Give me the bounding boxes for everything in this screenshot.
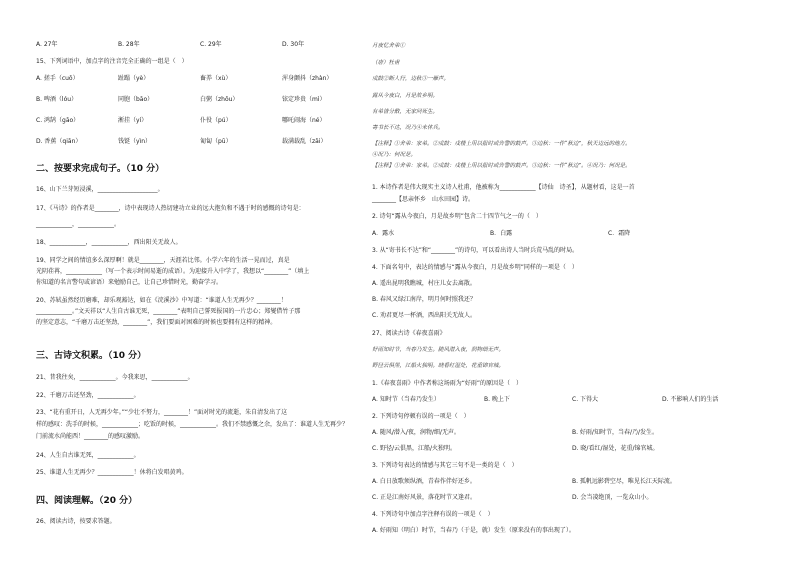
q26: 26、阅读古诗，按要求答题。 bbox=[36, 518, 116, 525]
r4-option-c[interactable]: C. 劝君更尽一杯酒，西出阳关无故人。 bbox=[372, 312, 477, 319]
q22: 22、千磨万击还坚劲，____________。 bbox=[36, 392, 140, 399]
s1-option-c[interactable]: C. 下得大 bbox=[572, 396, 599, 403]
poem-notes-2: ④况乃：何况是。 bbox=[372, 152, 417, 158]
s3-stem: 3. 下列诗句表达的情感与其它三句不是一类的是（ ） bbox=[372, 462, 518, 469]
q15-a-1[interactable]: A. 搓手（cuō） bbox=[36, 75, 79, 82]
poem-notes-3: 【注释】①舍弟：家弟。②戍鼓：戍楼上用以报时或告警的鼓声。③边秋：一作“秋边”。④况乃：何况是。 bbox=[372, 163, 631, 169]
q15-row-a bbox=[36, 75, 364, 83]
poem-notes-1: 【注释】①舍弟：家弟。②戍鼓：戍楼上用以报时或告警的鼓声。③边秋：一作“秋边”，秋天边远的地方。 bbox=[372, 141, 631, 147]
q25: 25、谁道人生无再少？____________！休将白发唱黄鸡。 bbox=[36, 469, 188, 476]
s1-option-a[interactable]: A. 知时节（当春乃发生） bbox=[372, 396, 440, 403]
s3-option-b[interactable]: B. 孤帆远影碧空尽，唯见长江天际流。 bbox=[572, 478, 676, 485]
q15-row-d bbox=[36, 138, 364, 146]
q16: 16、山下兰芽短浸溪，____________________。 bbox=[36, 186, 164, 193]
poem-author: （唐）杜甫 bbox=[372, 60, 400, 66]
r1-line1: 1. 本诗作者是伟大现实主义诗人杜甫，他被称为____________【诗仙 诗圣】，从题材看，这是一首 bbox=[372, 184, 635, 191]
s3-option-a[interactable]: A. 白日放歌须纵酒，青春作伴好还乡。 bbox=[372, 478, 476, 485]
q24: 24、人生自古谁无死，____________。 bbox=[36, 452, 140, 459]
q15-b-1[interactable]: B. 啤酒（lóu） bbox=[36, 96, 78, 103]
q14-options bbox=[36, 41, 364, 49]
r1-line2: ________【思亲怀乡 山水田园】诗。 bbox=[372, 196, 475, 203]
r2-option-c[interactable]: C．霜降 bbox=[608, 230, 631, 237]
poem2-line-2: 野径云俱黑，江船火独明。晓看红湿处，花重锦官城。 bbox=[372, 363, 505, 369]
s3-option-d[interactable]: D. 会当凌绝顶，一览众山小。 bbox=[572, 494, 653, 501]
q20-line2: ____________。”文天祥以“人生自古谁无死，________”表明自己誓死报国的一片忠心；郑燮借竹子那 bbox=[36, 308, 301, 315]
r4-option-b[interactable]: B. 春风又绿江南岸，明月何时照我还？ bbox=[372, 296, 476, 303]
q21: 21、昔我往矣，____________。今我来思，____________。 bbox=[36, 374, 194, 381]
section-4-heading: 四、阅读理解。（20 分） bbox=[36, 496, 138, 506]
s4-option-a[interactable]: A. 好雨知（明白）时节，当春乃（于是，就）发生（原来没有的事出现了）。 bbox=[372, 527, 575, 534]
s2-option-c[interactable]: C. 野径/云俱黑，江船/火独明。 bbox=[372, 445, 457, 452]
q15-b-4: 铱定珍贵（mì） bbox=[282, 96, 326, 103]
q23-line3: 门前流水尚能西！________的感叹激励。 bbox=[36, 433, 145, 440]
q15-c-2: 淅挂（yí） bbox=[118, 117, 148, 124]
q15-c-1[interactable]: C. 鸿鹄（gāo） bbox=[36, 117, 80, 124]
q14-option-c[interactable]: C. 29年 bbox=[200, 41, 222, 48]
q15-c-3: 仆役（pú） bbox=[200, 117, 232, 124]
q20-line3: 的坚定意志，“千磨万击还坚劲，________”，我们要面对困难的时候也要拥有这样的精神。 bbox=[36, 319, 277, 326]
r2-option-a[interactable]: A．露水 bbox=[372, 230, 395, 237]
q19-line3: 你知道的名言警句或谚语）来勉励自己，让自己珍惜时光，勤奋学习。 bbox=[36, 279, 223, 286]
q23-line1: 23、“花有重开日，人无再少年。”“少壮不努力，________！”面对时光的流逝，朱自清发出了这 bbox=[36, 409, 288, 416]
poem-title: 月夜忆舍弟① bbox=[372, 43, 406, 49]
q17: 17、《马诗》的作者是________，诗中表现诗人热切建功立业的远大抱负和不遇于时的感慨的诗句是： bbox=[36, 205, 305, 212]
q15-d-2: 钱铤（yìn） bbox=[118, 138, 152, 145]
poem-line-3: 有弟皆分散，无家问死生。 bbox=[372, 109, 439, 115]
r2-option-b[interactable]: B．白露 bbox=[490, 230, 513, 237]
r2-options bbox=[372, 230, 726, 238]
section-3-heading: 三、古诗文积累。（10 分） bbox=[36, 351, 147, 361]
poem-line-4: 寄书长不达，况乃④未休兵。 bbox=[372, 125, 444, 131]
s3-option-c[interactable]: C. 正是江南好风景，落花时节又逢君。 bbox=[372, 494, 477, 501]
s1-stem: 1.《春夜喜雨》中作者称这场雨为“好雨”的原因是（ ） bbox=[372, 380, 522, 387]
q14-option-b[interactable]: B. 28年 bbox=[118, 41, 140, 48]
q15-row-b bbox=[36, 96, 364, 104]
q23-line2: 样的感叹：洗手的时候，____________；吃饭的时候，____________。我们不禁感慨之余，发出了：谁道人生无再少？ bbox=[36, 421, 349, 428]
q15-d-1[interactable]: D. 香蕉（qiān） bbox=[36, 138, 82, 145]
q20-line1: 20、苏轼虽然经历磨难，却乐观豁达，如在《浣溪沙》中写道：“谁道人生无再少？________！ bbox=[36, 297, 287, 304]
q15-d-4: 载满载乱（zāi） bbox=[282, 138, 327, 145]
q15-a-2: 趾蹋（yè） bbox=[118, 75, 150, 82]
q15-a-3: 畜养（xù） bbox=[200, 75, 232, 82]
s2-stem: 2. 下列诗句停顿有误的一项是（ ） bbox=[372, 413, 470, 420]
s2-option-a[interactable]: A. 随风/潜入/夜，润物/细/无声。 bbox=[372, 429, 460, 436]
q18: 18、____________，____________，西出阳关无故人。 bbox=[36, 239, 182, 246]
q15-row-c bbox=[36, 117, 364, 125]
q15-d-3: 匍匐（pū） bbox=[200, 138, 232, 145]
q15-c-4: 哪吒闹海（né） bbox=[282, 117, 326, 124]
s1-option-d[interactable]: D. 不影响人们的生活 bbox=[662, 396, 719, 403]
r4-stem: 4. 下面名句中，表达的情感与“露从今夜白，月是故乡明”同样的一项是（ ） bbox=[372, 264, 578, 271]
q14-option-d[interactable]: D. 30年 bbox=[282, 41, 305, 48]
poem2-line-1: 好雨知时节，当春乃发生。随风潜入夜，润物细无声。 bbox=[372, 347, 505, 353]
q15-b-2: 同胞（bāo） bbox=[118, 96, 154, 103]
s1-option-b[interactable]: B. 晚上下 bbox=[484, 396, 510, 403]
q19-line2: 光阴荏苒，____________（写一个表示时间易逝的成语）。为迎接升入中学了，我想以“________”（填上 bbox=[36, 268, 310, 275]
q17-answer-line[interactable]: ____________，____________。 bbox=[36, 221, 121, 228]
r4-option-a[interactable]: A. 遥出昆明我瞧城，村庄儿女去离散。 bbox=[372, 280, 476, 287]
poem-line-2: 露从今夜白，月是故乡明。 bbox=[372, 93, 439, 99]
r3: 3. 从“寄书长不达”和“________”的诗句，可以看出诗人当时兵荒马乱的时局。 bbox=[372, 247, 579, 254]
poem-line-1: 戍鼓②断人行，边秋③一雁声。 bbox=[372, 76, 450, 82]
q19-line1: 19、同学之间的情谊多么深厚啊！就是________，天涯若比邻。小学六年的生活一晃而过，真是 bbox=[36, 257, 290, 264]
q15-stem: 15、下列词语中，加点字的注音完全正确的一组是（ ） bbox=[36, 58, 188, 65]
r2-stem: 2. 诗句“露从今夜白，月是故乡明”包含二十四节气之一的（ ） bbox=[372, 213, 542, 220]
s2-option-b[interactable]: B. 好雨/知时节，当春/乃/发生。 bbox=[572, 429, 658, 436]
q15-b-3: 白粥（zhōu） bbox=[200, 96, 239, 103]
s4-stem: 4. 下列诗句中加点字注释有误的一项是（ ） bbox=[372, 511, 494, 518]
q15-a-4: 浑身颤抖（zhàn） bbox=[282, 75, 333, 82]
section-2-heading: 二、按要求完成句子。（10 分） bbox=[36, 164, 165, 174]
s2-option-d[interactable]: D. 晓/看红/湿处，花重/锦官城。 bbox=[572, 445, 659, 452]
q14-option-a[interactable]: A. 27年 bbox=[36, 41, 58, 48]
q27: 27、阅读古诗《春夜喜雨》 bbox=[372, 330, 446, 337]
